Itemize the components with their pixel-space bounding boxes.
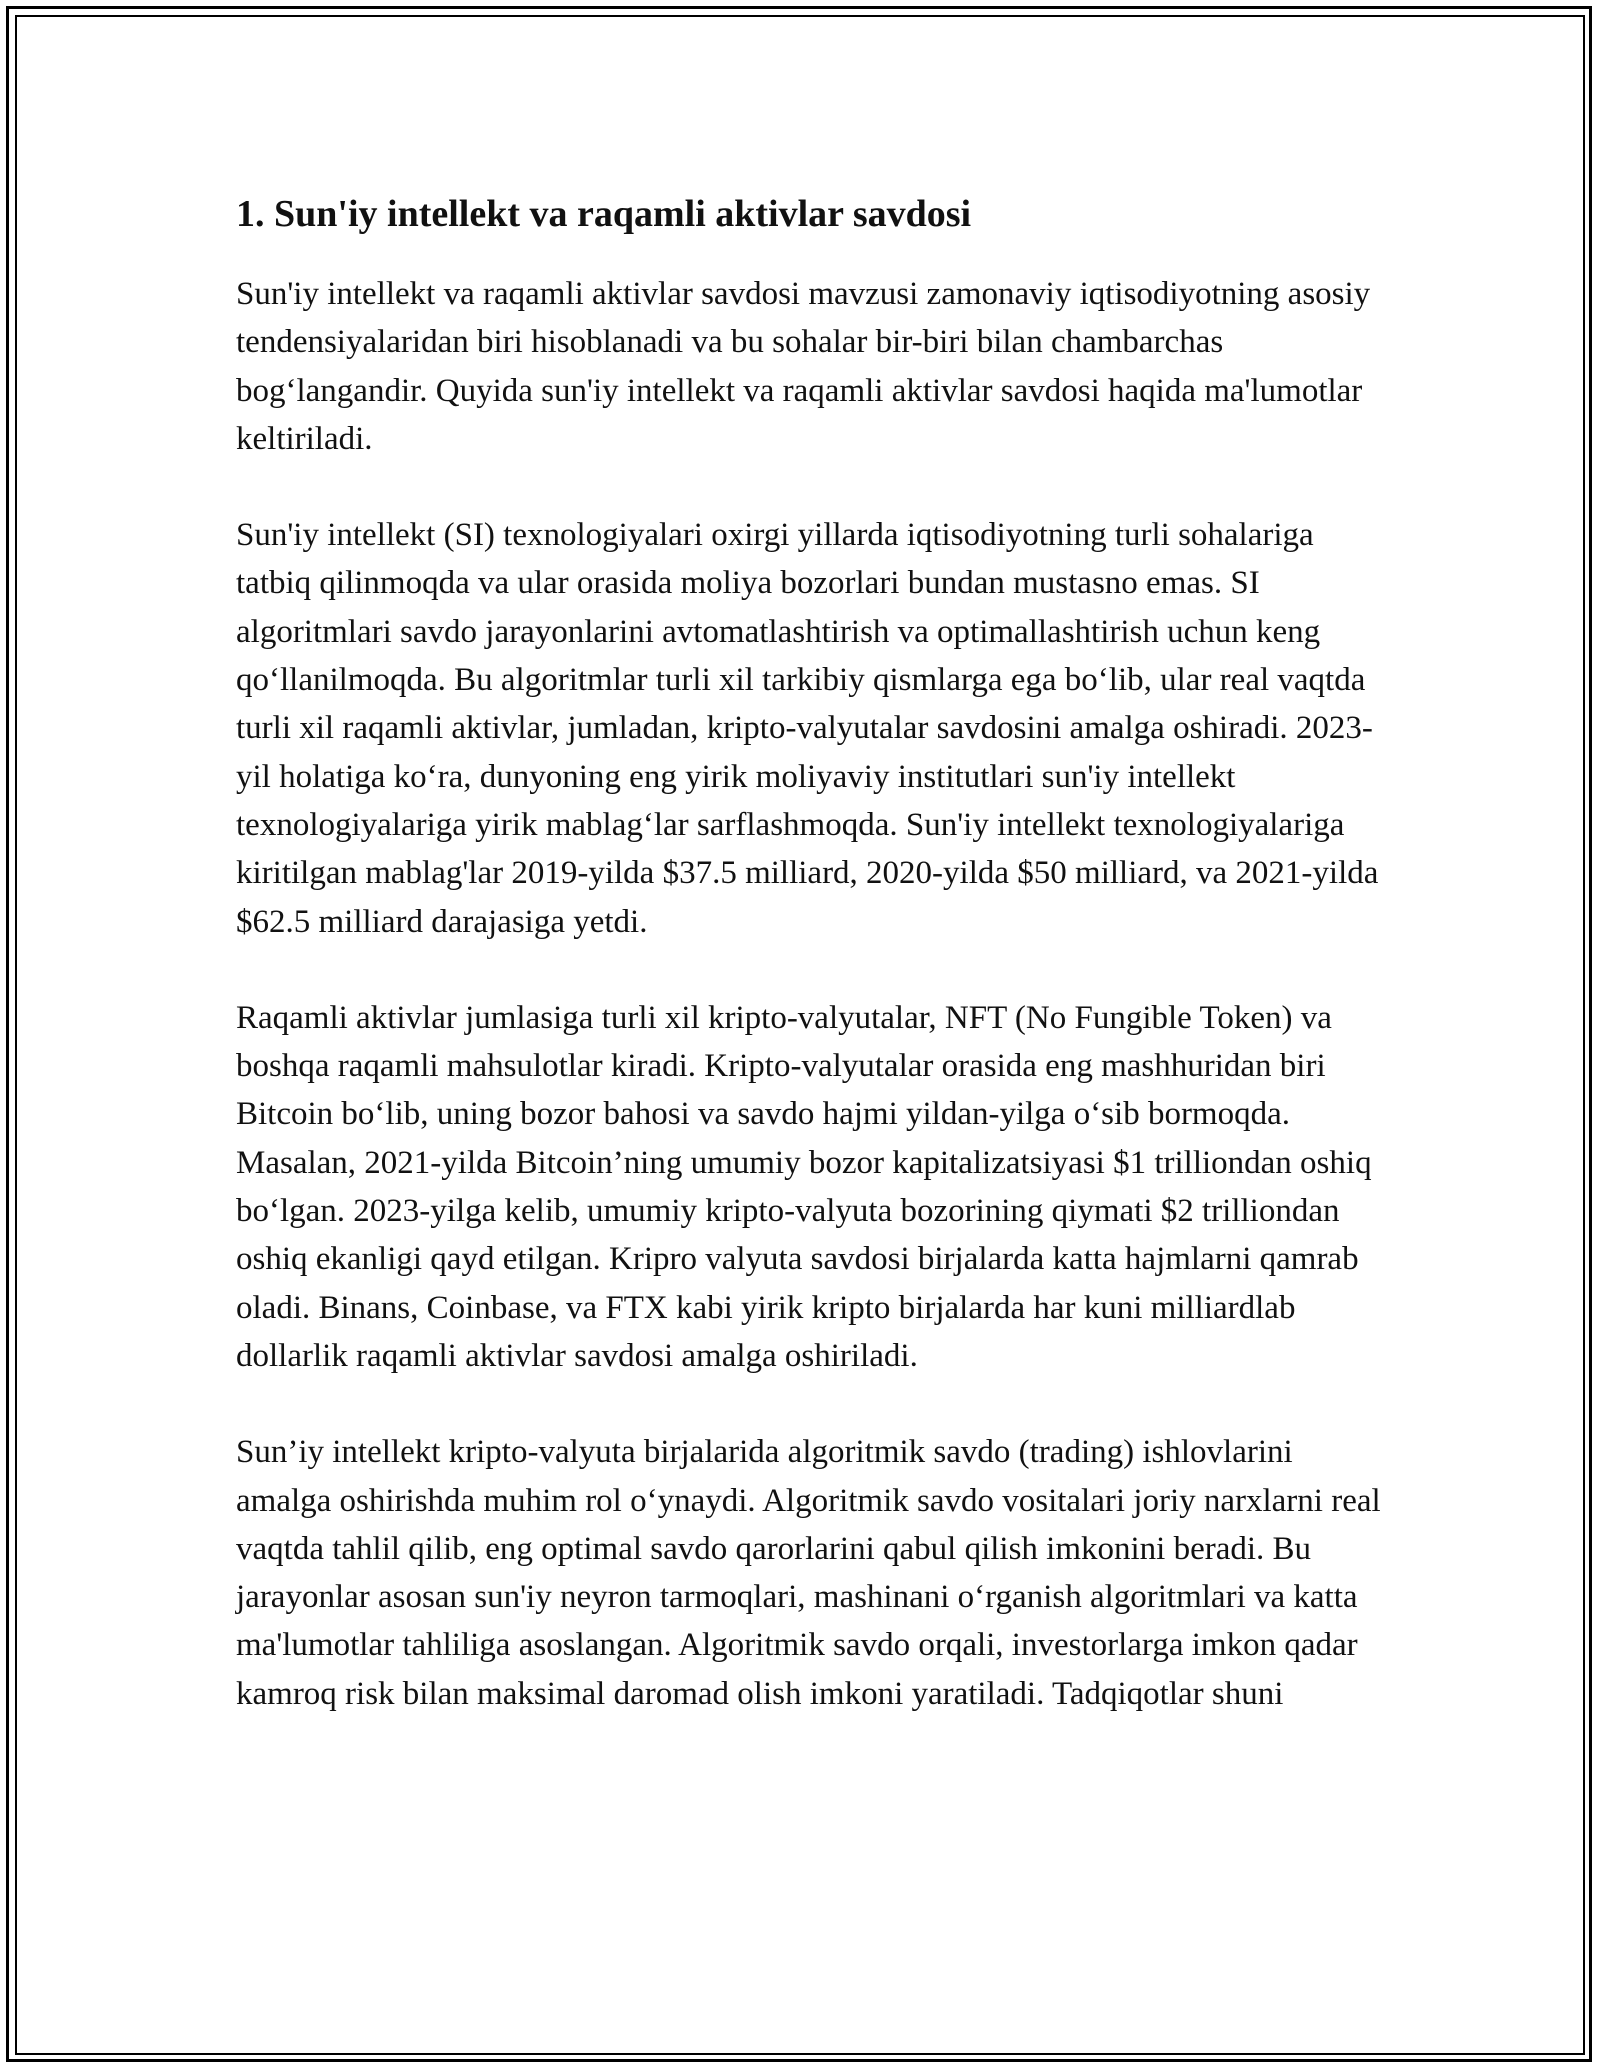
paragraph-ai-technologies: Sun'iy intellekt (SI) texnologiyalari oxirgi yillarda iqtisodiyotning turli sohalariga tatbiq qilinmoqda va ular orasida moliya bozorlari bundan mustasno emas. SI algoritmlari savdo jarayonlarini avtomatlashtirish va optimallashtirish uchun keng qo‘llanilmoqda. Bu algoritmlar turli xil tarkibiy qismlarga ega bo‘lib, ular real vaqtda turli xil raqamli aktivlar, jumladan, kripto-valyutalar savdosini amalga oshiradi. 2023-yil holatiga ko‘ra, dunyoning eng yirik moliyaviy institutlari sun'iy intellekt texnologiyalariga yirik mablag‘lar sarflashmoqda. Sun'iy intellekt texnologiyalariga kiritilgan mablag'lar 2019-yilda $37.5 milliard, 2020-yilda $50 milliard, va 2021-yilda $62.5 milliard darajasiga yetdi. (236, 517, 1379, 940)
paragraph-algorithmic-trading: Sun’iy intellekt kripto-valyuta birjalarida algoritmik savdo (trading) ishlovlarini amalga oshirishda muhim rol o‘ynaydi. Algoritmik savdo vositalari joriy narxlarni real vaqtda tahlil qilib, eng optimal savdo qarorlarini qabul qilish imkonini beradi. Bu jarayonlar asosan sun'iy neyron tarmoqlari, mashinani o‘rganish algoritmlari va katta ma'lumotlar tahliliga asoslangan. Algoritmik savdo orqali, investorlarga imkon qadar kamroq risk bilan maksimal daromad olish imkoni yaratiladi. Tadqiqotlar shuni (236, 1434, 1381, 1712)
document-body (236, 186, 1381, 1766)
section-heading: 1. Sun'iy intellekt va raqamli aktivlar savdosi (236, 193, 972, 235)
paragraph-digital-assets: Raqamli aktivlar jumlasiga turli xil kripto-valyutalar, NFT (No Fungible Token) va boshqa raqamli mahsulotlar kiradi. Kripto-valyutalar orasida eng mashhuridan biri Bitcoin bo‘lib, uning bozor bahosi va savdo hajmi yildan-yilga o‘sib bormoqda. Masalan, 2021-yilda Bitcoin’ning umumiy bozor kapitalizatsiyasi $1 trilliondan oshiq bo‘lgan. 2023-yilga kelib, umumiy kripto-valyuta bozorining qiymati $2 trilliondan oshiq ekanligi qayd etilgan. Kripro valyuta savdosi birjalarda katta hajmlarni qamrab oladi. Binans, Coinbase, va FTX kabi yirik kripto birjalarda har kuni milliardlab dollarlik raqamli aktivlar savdosi amalga oshiriladi. (236, 999, 1372, 1374)
paragraph-intro: Sun'iy intellekt va raqamli aktivlar savdosi mavzusi zamonaviy iqtisodiyotning asosiy tendensiyalaridan biri hisoblanadi va bu sohalar bir-biri bilan chambarchas bog‘langandir. Quyida sun'iy intellekt va raqamli aktivlar savdosi haqida ma'lumotlar keltiriladi. (236, 276, 1371, 457)
